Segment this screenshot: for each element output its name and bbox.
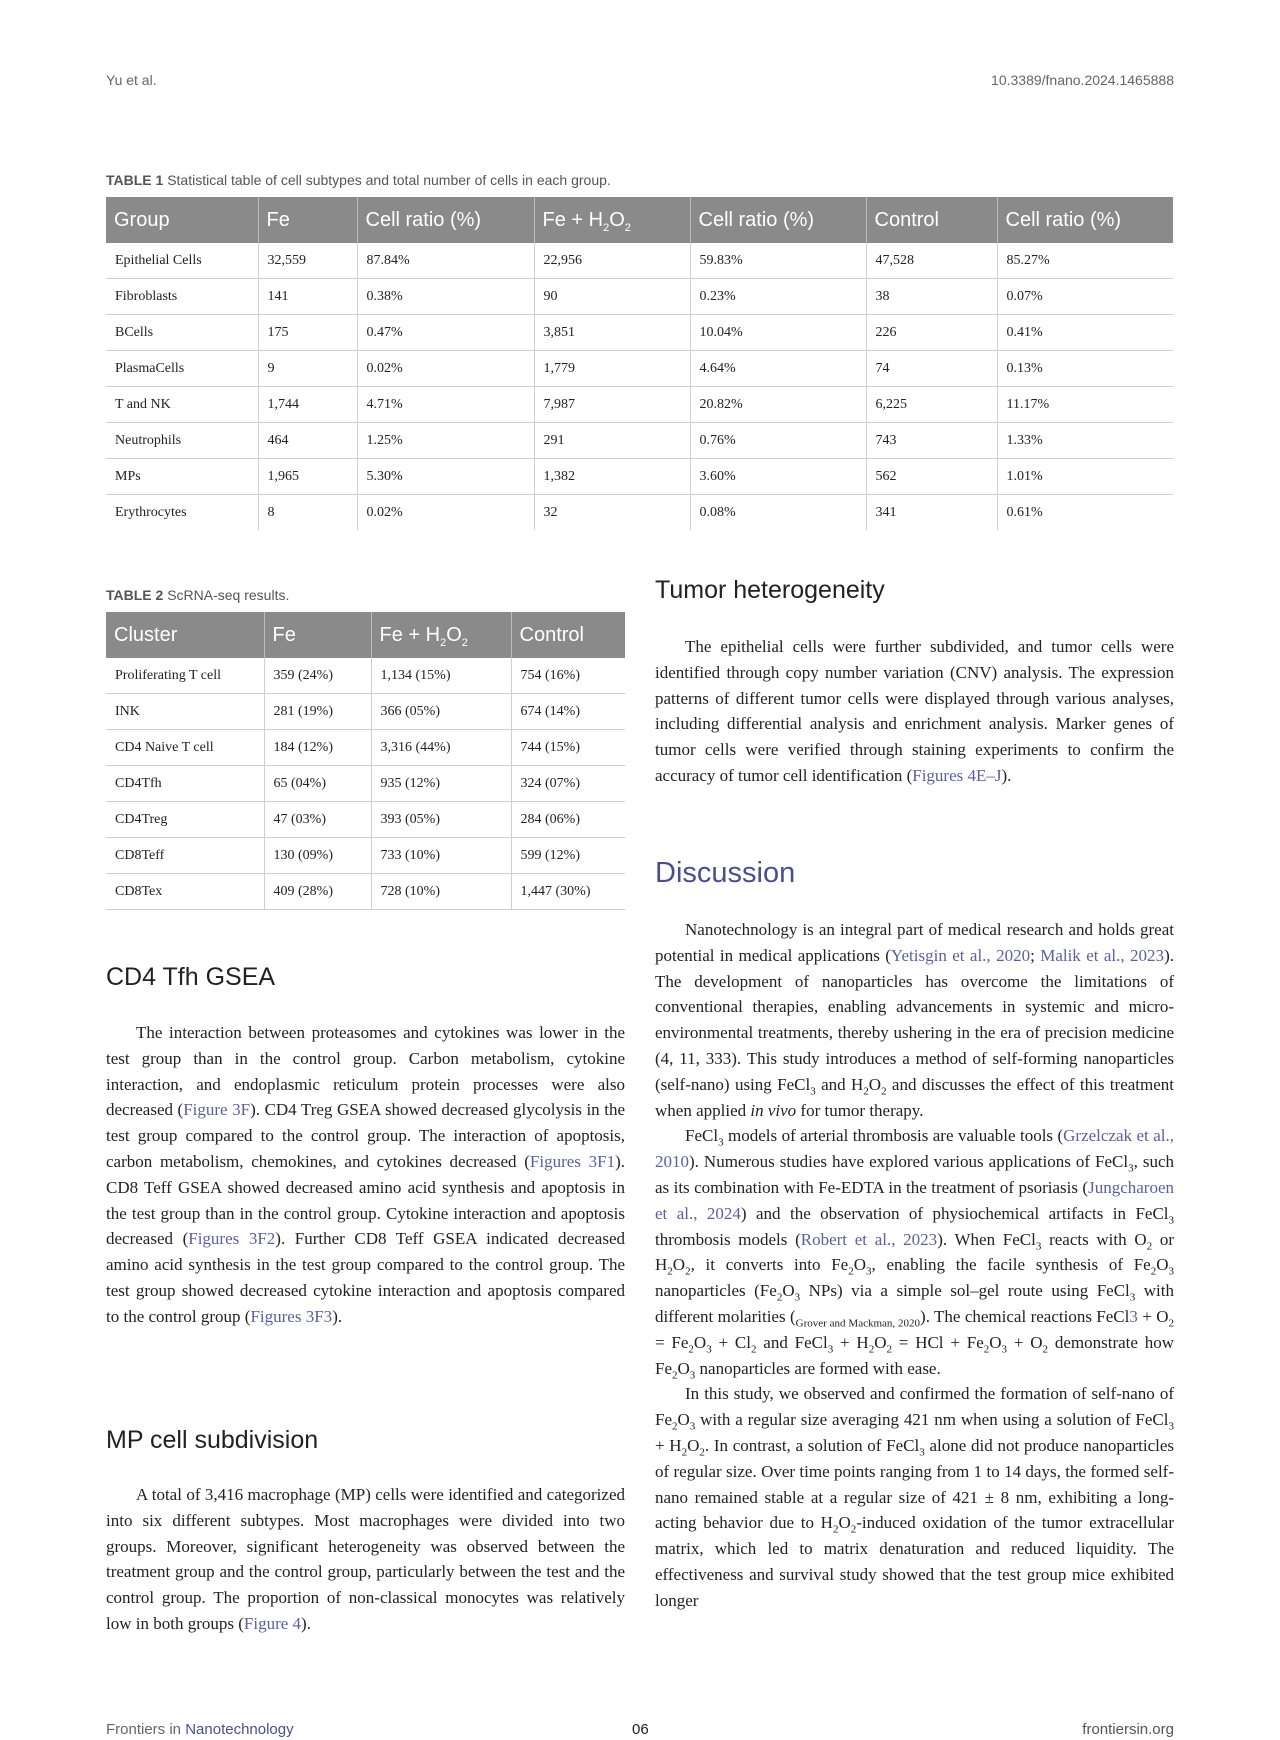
section-body-discussion — [655, 917, 1174, 1614]
text-run: NPs) via a simple sol–gel route using FeCl — [800, 1281, 1130, 1301]
subscript: 3 — [1128, 1162, 1134, 1175]
text-run: O — [693, 1332, 707, 1352]
table2 — [106, 612, 625, 910]
table1-cell: 1,779 — [534, 351, 690, 387]
table2-cell: CD8Teff — [106, 838, 264, 874]
text-run: , it converts into Fe — [690, 1255, 849, 1275]
table1-cell: 464 — [258, 423, 357, 459]
citation-link[interactable]: Robert et al., 2023 — [800, 1229, 938, 1249]
text-run: or H — [655, 1229, 1174, 1275]
table1-row — [106, 387, 1173, 423]
subscript: 2 — [832, 1523, 839, 1536]
text-run: O — [677, 1358, 690, 1378]
table1-cell: 0.47% — [357, 315, 534, 351]
citation-link[interactable]: Figure 4 — [243, 1613, 302, 1633]
subscript: 3 — [689, 1368, 696, 1381]
table1-cell: 562 — [866, 459, 997, 495]
section-body-tumor-heterogeneity — [655, 634, 1174, 789]
table2-header-cell: Cluster — [106, 612, 264, 658]
text-run: + O — [1007, 1332, 1043, 1352]
footer-journal-prefix: Frontiers in — [106, 1721, 186, 1738]
table2-cell: 728 (10%) — [371, 874, 511, 910]
table1-cell: 7,987 — [534, 387, 690, 423]
table1-row — [106, 315, 1173, 351]
table1-cell: 20.82% — [690, 387, 866, 423]
text-run: and H — [815, 1074, 864, 1094]
table2-cell: 393 (05%) — [371, 802, 511, 838]
table2-row — [106, 838, 625, 874]
citation-link[interactable]: 3 — [1129, 1306, 1138, 1326]
text-run: O — [838, 1513, 851, 1533]
text-run: + O — [1137, 1306, 1169, 1326]
citation-link[interactable]: Figures 3F1 — [529, 1151, 616, 1171]
subscript: Grover and Mackman, 2020 — [795, 1317, 921, 1330]
text-run: O — [677, 1410, 690, 1430]
table1-cell: 87.84% — [357, 243, 534, 279]
table2-header-cell: Control — [511, 612, 625, 658]
table1-row — [106, 423, 1173, 459]
table2-cell: CD8Tex — [106, 874, 264, 910]
text-run: ). — [1001, 765, 1012, 785]
citation-link[interactable]: Figures 4E–J — [912, 765, 1002, 785]
text-run: = Fe — [655, 1332, 689, 1352]
section-title-mp-cell-subdivision: MP cell subdivision — [106, 1426, 319, 1454]
text-run: reacts with O — [1041, 1229, 1147, 1249]
text-run: The epithelial cells were further subdivided, and tumor cells were identified through copy number variation (CNV) analysis. The expression patterns of different tumor cells were displayed through various analyses, including differential analysis and enrichment analysis. Marker genes of tumor cells were verified through staining experiments to confirm the accuracy of tumor cell identification ( — [655, 637, 1174, 785]
paragraph — [655, 1381, 1174, 1613]
text-run: ). — [332, 1306, 343, 1326]
table1-cell: 6,225 — [866, 387, 997, 423]
table1-cell: Neutrophils — [106, 423, 258, 459]
subscript: 2 — [868, 1343, 875, 1356]
table2-cell: 281 (19%) — [264, 694, 371, 730]
table1-cell: 1.01% — [997, 459, 1173, 495]
table2-row — [106, 802, 625, 838]
text-run: alone did not produce nanoparticles of regular size. Over time points ranging from 1 to 14 days, the formed self-nano remained stable at a regular size of 421 ± 8 nm, exhibiting a long-acting behavior due to H — [655, 1435, 1175, 1533]
text-run: thrombosis models ( — [655, 1229, 801, 1249]
text-run: + Cl — [711, 1332, 751, 1352]
text-run: ). Numerous studies have explored various applications of FeCl — [689, 1152, 1129, 1172]
subscript: 3 — [1168, 1265, 1174, 1278]
table2-cell: 744 (15%) — [511, 730, 625, 766]
table2-header-cell: $Fe + H_2O_2$ — [371, 612, 511, 658]
subscript: 2 — [881, 1085, 887, 1098]
table1-row — [106, 459, 1173, 495]
table1-header-cell: Cell ratio (%) — [997, 197, 1173, 243]
table1-cell: 141 — [258, 279, 357, 315]
table2-cell: 409 (28%) — [264, 874, 371, 910]
text-run: and FeCl — [756, 1332, 828, 1352]
table2-cell: 284 (06%) — [511, 802, 625, 838]
paragraph — [106, 1020, 625, 1330]
table1-header-cell: Group — [106, 197, 258, 243]
table1-cell: 1,382 — [534, 459, 690, 495]
citation-link[interactable]: Grzelczak et al., 2010 — [655, 1126, 1174, 1172]
text-run: and discusses the effect of this treatment when applied — [655, 1074, 1174, 1120]
table2-cell: CD4Treg — [106, 802, 264, 838]
table1-row — [106, 243, 1173, 279]
subscript: 2 — [776, 1291, 783, 1304]
table1-cell: 8 — [258, 495, 357, 531]
table2-caption — [106, 587, 289, 603]
table2-cell: 1,447 (30%) — [511, 874, 625, 910]
table1-label: TABLE 1 — [106, 172, 164, 188]
section-title-discussion: Discussion — [655, 857, 796, 889]
text-run: , such as its combination with Fe-EDTA in the treatment of psoriasis ( — [655, 1152, 1174, 1197]
table1-cell: 3.60% — [690, 459, 866, 495]
table1-cell: 0.76% — [690, 423, 866, 459]
table1-cell: 22,956 — [534, 243, 690, 279]
text-run: FeCl — [685, 1126, 719, 1146]
section-body-mp-cell-subdivision — [106, 1482, 625, 1637]
citation-link[interactable]: Figure 3F — [183, 1100, 251, 1120]
table2-caption-text: ScRNA-seq results. — [167, 587, 290, 603]
table1-cell: 59.83% — [690, 243, 866, 279]
subscript: 3 — [1035, 1239, 1042, 1252]
table2-cell: 754 (16%) — [511, 658, 625, 694]
section-body-cd4-tfh-gsea — [106, 1020, 625, 1330]
subscript: 3 — [810, 1085, 816, 1098]
table2-row — [106, 694, 625, 730]
text-run: ; — [1030, 945, 1041, 965]
subscript: 3 — [1168, 1420, 1174, 1433]
subscript: 3 — [1129, 1291, 1136, 1304]
text-run: O — [853, 1255, 867, 1275]
citation-link[interactable]: Malik et al., 2023 — [1040, 945, 1165, 965]
subscript: 3 — [827, 1343, 834, 1356]
paragraph — [106, 1482, 625, 1637]
table1-cell: 1.25% — [357, 423, 534, 459]
running-header-doi[interactable]: 10.3389/fnano.2024.1465888 — [991, 72, 1174, 88]
text-run: In this study, we observed and confirmed the formation of self-nano of Fe — [655, 1384, 1174, 1430]
text-run: with a regular size averaging 421 nm when using a solution of FeCl — [695, 1410, 1169, 1430]
text-run: ). The chemical reactions FeCl — [920, 1306, 1130, 1326]
table1-cell: 74 — [866, 351, 997, 387]
table2-cell: 184 (12%) — [264, 730, 371, 766]
table1-cell: 0.08% — [690, 495, 866, 531]
text-run: O — [868, 1074, 882, 1094]
text-run: + H — [655, 1435, 682, 1455]
text-run: ). Further CD8 Teff GSEA indicated decreased amino acid synthesis in the test group compared to the control group. The test group showed decreased cytokine interaction and apoptosis compared to the control group ( — [106, 1229, 625, 1326]
subscript: 3 — [706, 1343, 712, 1356]
table1-cell: Fibroblasts — [106, 279, 258, 315]
table1-cell: 4.71% — [357, 387, 534, 423]
citation-link[interactable]: Figures 3F3 — [250, 1306, 333, 1326]
text-run: , enabling the facile synthesis of Fe — [871, 1255, 1151, 1275]
table1-header-cell: Control — [866, 197, 997, 243]
subscript: 3 — [919, 1446, 925, 1459]
table1-cell: 226 — [866, 315, 997, 351]
table1-cell: 743 — [866, 423, 997, 459]
paragraph — [655, 634, 1174, 789]
table1-cell: 291 — [534, 423, 690, 459]
subscript: 2 — [667, 1265, 673, 1278]
italic-text: in vivo — [750, 1100, 797, 1120]
text-run: ). CD4 Treg GSEA showed decreased glycolysis in the test group compared to the control group. The interaction of apoptosis, carbon metabolism, chemokines, and cytokines decreased ( — [106, 1100, 625, 1171]
table1-cell: 5.30% — [357, 459, 534, 495]
table1-cell: PlasmaCells — [106, 351, 258, 387]
table1 — [106, 197, 1173, 530]
table1-cell: 11.17% — [997, 387, 1173, 423]
text-run: O — [687, 1435, 700, 1455]
table1-body — [106, 243, 1173, 530]
table2-row — [106, 874, 625, 910]
text-run: Nanotechnology is an integral part of medical research and holds great potential in medical applications ( — [655, 920, 1174, 965]
subscript: 3 — [689, 1420, 696, 1433]
footer-site[interactable]: frontiersin.org — [1082, 1721, 1174, 1738]
table2-cell: 47 (03%) — [264, 802, 371, 838]
table2-label: TABLE 2 — [106, 587, 164, 603]
table1-header-cell: Cell ratio (%) — [690, 197, 866, 243]
table1-header-row — [106, 197, 1173, 243]
table1-cell: 0.13% — [997, 351, 1173, 387]
subscript: 2 — [863, 1085, 869, 1098]
subscript: 2 — [1146, 1239, 1153, 1252]
table1-cell: 10.04% — [690, 315, 866, 351]
table1-header-cell: Fe — [258, 197, 357, 243]
text-run: ) and the observation of physiochemical artifacts in FeCl — [740, 1203, 1169, 1223]
table2-cell: 130 (09%) — [264, 838, 371, 874]
table2-cell: CD4 Naive T cell — [106, 730, 264, 766]
table1-cell: 47,528 — [866, 243, 997, 279]
subscript: 2 — [983, 1343, 990, 1356]
table1-cell: Erythrocytes — [106, 495, 258, 531]
table1-cell: 38 — [866, 279, 997, 315]
text-run: demonstrate how Fe — [655, 1332, 1175, 1378]
table1-cell: BCells — [106, 315, 258, 351]
table2-cell: Proliferating T cell — [106, 658, 264, 694]
table1-header-cell: Cell ratio (%) — [357, 197, 534, 243]
text-run: -induced oxidation of the tumor extracellular matrix, which led to matrix denaturation and reduced liquidity. The effectiveness and survival study showed that the test group mice exhibited longer — [655, 1513, 1175, 1610]
footer-page-number: 06 — [632, 1721, 649, 1738]
table1-caption — [106, 172, 611, 188]
table2-row — [106, 766, 625, 802]
subscript: 2 — [1150, 1265, 1157, 1278]
table2-cell: INK — [106, 694, 264, 730]
subscript: 2 — [681, 1446, 688, 1459]
subscript: 2 — [848, 1265, 854, 1278]
table2-cell: 935 (12%) — [371, 766, 511, 802]
table1-cell: 1,744 — [258, 387, 357, 423]
table2-cell: 65 (04%) — [264, 766, 371, 802]
table2-row — [106, 658, 625, 694]
table1-cell: T and NK — [106, 387, 258, 423]
text-run: ). CD8 Teff GSEA showed decreased amino acid synthesis and apoptosis in the test group than in the control group. Cytokine interaction and apoptosis decreased ( — [106, 1151, 625, 1249]
section-title-tumor-heterogeneity: Tumor heterogeneity — [655, 576, 885, 604]
text-run: O — [874, 1332, 887, 1352]
running-header-authors: Yu et al. — [106, 72, 157, 88]
table1-cell: 0.41% — [997, 315, 1173, 351]
subscript: 3 — [718, 1136, 724, 1149]
table1-caption-text: Statistical table of cell subtypes and total number of cells in each group. — [167, 172, 611, 188]
section-title-cd4-tfh-gsea: CD4 Tfh GSEA — [106, 963, 276, 991]
subscript: 3 — [866, 1265, 872, 1278]
table1-cell: 32,559 — [258, 243, 357, 279]
table2-cell: 733 (10%) — [371, 838, 511, 874]
text-run: ). — [301, 1613, 311, 1633]
subscript: 2 — [672, 1368, 678, 1381]
subscript: 3 — [794, 1291, 801, 1304]
table1-cell: 3,851 — [534, 315, 690, 351]
table2-cell: 599 (12%) — [511, 838, 625, 874]
subscript: 2 — [688, 1343, 694, 1356]
table1-cell: 0.23% — [690, 279, 866, 315]
text-run: nanoparticles are formed with ease. — [695, 1358, 941, 1378]
paragraph — [655, 1123, 1174, 1381]
subscript: 2 — [1168, 1317, 1174, 1330]
table2-header-row — [106, 612, 625, 658]
table1-cell: MPs — [106, 459, 258, 495]
table1-cell: 90 — [534, 279, 690, 315]
table1-cell: 4.64% — [690, 351, 866, 387]
subscript: 2 — [685, 1265, 691, 1278]
text-run: = HCl + Fe — [891, 1332, 984, 1352]
citation-link[interactable]: Figures 3F2 — [188, 1229, 276, 1249]
subscript: 2 — [850, 1523, 857, 1536]
table1-row — [106, 495, 1173, 531]
table1-cell: 0.07% — [997, 279, 1173, 315]
text-run: O — [989, 1332, 1002, 1352]
text-run: nanoparticles (Fe — [655, 1281, 777, 1301]
text-run: The interaction between proteasomes and cytokines was lower in the test group than in the control group. Carbon metabolism, cytokine interaction, and endoplasmic reticulum protein processes were also decreased ( — [106, 1023, 625, 1120]
text-run: A total of 3,416 macrophage (MP) cells were identified and categorized into six different subtypes. Most macrophages were divided into two groups. Moreover, significant heterogeneity was observed between the treatment group and the control group, particularly between the test and the control group. The proportion of non-classical monocytes was relatively low in both groups ( — [106, 1485, 625, 1633]
table1-cell: 0.61% — [1006, 504, 1043, 520]
table1-cell: 0.02% — [357, 495, 534, 531]
table1-cell: 9 — [258, 351, 357, 387]
text-run: models of arterial thrombosis are valuable tools ( — [723, 1126, 1064, 1146]
table1-cell: 341 — [866, 495, 997, 531]
text-run: O — [782, 1281, 795, 1301]
text-run: ). When FeCl — [937, 1229, 1036, 1249]
table2-cell: CD4Tfh — [106, 766, 264, 802]
table1-cell: 1.33% — [997, 423, 1173, 459]
subscript: 2 — [886, 1343, 892, 1356]
subscript: 2 — [750, 1343, 757, 1356]
text-run: . In contrast, a solution of FeCl — [704, 1435, 920, 1455]
subscript: 2 — [672, 1420, 678, 1433]
table1-header-cell: $Fe + H_2O_2$ — [534, 197, 690, 243]
footer-journal — [106, 1721, 294, 1738]
citation-link[interactable]: Yetisgin et al., 2020 — [890, 945, 1031, 965]
table2-header-cell: Fe — [264, 612, 371, 658]
table1-cell: Epithelial Cells — [106, 243, 258, 279]
table1-cell: 85.27% — [997, 243, 1173, 279]
table2-cell: 1,134 (15%) — [371, 658, 511, 694]
text-run: O — [672, 1255, 686, 1275]
table2-cell: 366 (05%) — [371, 694, 511, 730]
table2-cell: 3,316 (44%) — [371, 730, 511, 766]
table1-cell: 1,965 — [258, 459, 357, 495]
subscript: 2 — [699, 1446, 705, 1459]
paragraph — [655, 917, 1174, 1123]
text-run: ). The development of nanoparticles has overcome the limitations of conventional therapies, enabling advancements in systemic and micro-environmental treatments, thereby ushering in the era of precision medicine (4, 11, 333). This study introduces a method of self-forming nanoparticles (self-nano) using FeCl — [655, 945, 1174, 1094]
subscript: 2 — [1042, 1343, 1049, 1356]
table2-body — [106, 658, 625, 910]
text-run: with different molarities ( — [655, 1281, 1174, 1326]
citation-link[interactable]: Jungcharoen et al., 2024 — [655, 1177, 1174, 1223]
text-run: O — [1156, 1255, 1169, 1275]
table2-cell: 674 (14%) — [511, 694, 625, 730]
subscript: 3 — [1168, 1214, 1175, 1227]
footer-journal-name[interactable]: Nanotechnology — [185, 1721, 294, 1738]
table1-cell: 32 — [534, 495, 690, 531]
text-run: for tumor therapy. — [796, 1100, 924, 1120]
subscript: 3 — [1001, 1343, 1008, 1356]
table2-row — [106, 730, 625, 766]
text-run: + H — [833, 1332, 869, 1352]
table1-cell: 0.38% — [357, 279, 534, 315]
table1-row — [106, 351, 1173, 387]
table1-cell: 175 — [258, 315, 357, 351]
table1-row — [106, 279, 1173, 315]
table1-cell: 0.02% — [357, 351, 534, 387]
table2-cell: 324 (07%) — [511, 766, 625, 802]
table2-cell: 359 (24%) — [264, 658, 371, 694]
